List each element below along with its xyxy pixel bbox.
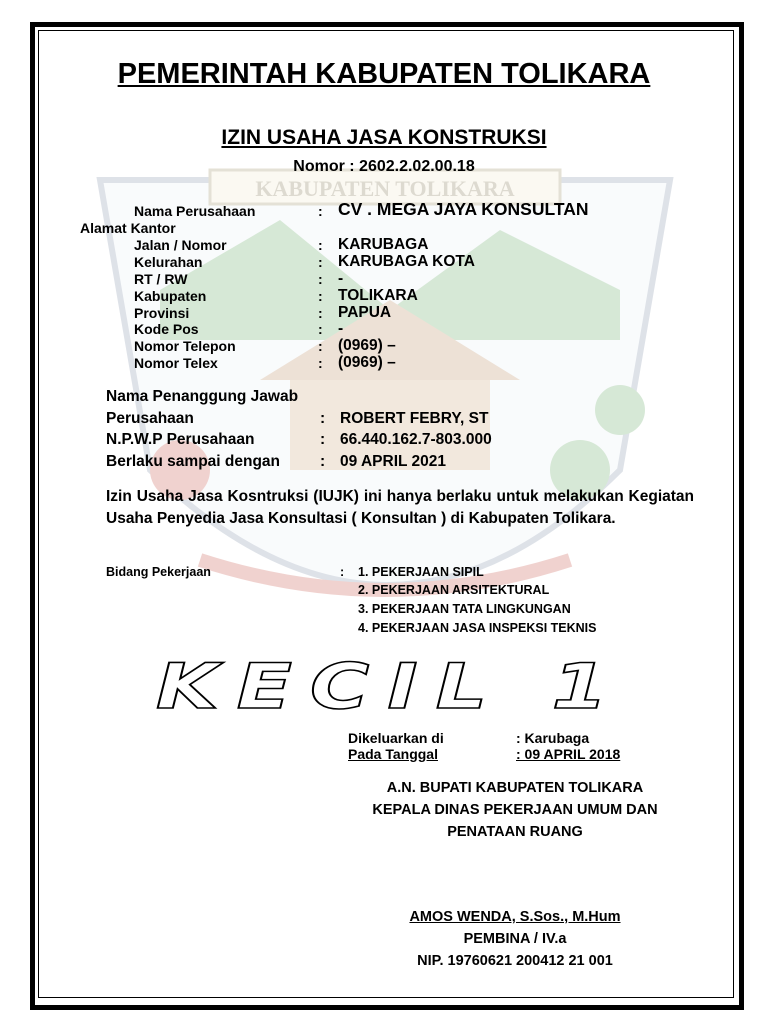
provinsi-value: PAPUA: [338, 304, 392, 321]
colon: :: [320, 431, 326, 448]
tanggal-label: Pada Tanggal: [348, 746, 438, 762]
kelurahan-label: Kelurahan: [134, 254, 203, 270]
colon: :: [318, 237, 323, 253]
rtrw-label: RT / RW: [134, 271, 188, 287]
telex-value: (0969) –: [338, 354, 396, 371]
colon: :: [318, 338, 323, 354]
bidang-item: 1. PEKERJAAN SIPIL: [358, 565, 484, 579]
npwp-label: N.P.W.P Perusahaan: [106, 431, 255, 448]
telepon-value: (0969) –: [338, 337, 396, 354]
npwp-value: 66.440.162.7-803.000: [340, 431, 492, 448]
bidang-item: 4. PEKERJAAN JASA INSPEKSI TEKNIS: [358, 621, 597, 635]
document-subtitle: IZIN USAHA JASA KONSTRUKSI: [221, 126, 547, 149]
colon: :: [318, 254, 323, 270]
dikeluarkan-value: : Karubaga: [516, 730, 590, 746]
nama-perusahaan-value: CV . MEGA JAYA KONSULTAN: [338, 199, 589, 219]
kecil-qualification-mark: [146, 650, 636, 720]
bidang-item: 2. PEKERJAAN ARSITEKTURAL: [358, 583, 550, 597]
colon: :: [318, 321, 323, 337]
tanggal-value: : 09 APRIL 2018: [516, 746, 621, 762]
colon: :: [320, 453, 326, 470]
jalan-value: KARUBAGA: [338, 236, 429, 253]
dikeluarkan-label: Dikeluarkan di: [348, 730, 444, 746]
signatory-nip: NIP. 19760621 200412 21 001: [417, 953, 613, 969]
page-title: PEMERINTAH KABUPATEN TOLIKARA: [117, 58, 651, 90]
perusahaan-label: Perusahaan: [106, 410, 194, 427]
bidang-item: 3. PEKERJAAN TATA LINGKUNGAN: [358, 602, 571, 616]
nama-perusahaan-label: Nama Perusahaan: [134, 203, 256, 219]
signatory-name: AMOS WENDA, S.Sos., M.Hum: [409, 909, 621, 925]
validity-paragraph: Izin Usaha Jasa Kosntruksi (IUJK) ini hanya berlaku untuk melakukan Kegiatan Usaha Penyedia Jasa Konsultasi ( Konsultan ) di Kabupaten Tolikara.: [106, 488, 694, 527]
kelurahan-value: KARUBAGA KOTA: [338, 253, 475, 270]
kabupaten-label: Kabupaten: [134, 288, 207, 304]
watermark-label: KABUPATEN TOLIKARA: [255, 176, 515, 201]
provinsi-label: Provinsi: [134, 305, 190, 321]
signatory-line3: PENATAAN RUANG: [447, 824, 583, 840]
kecil-text: KECIL 1: [156, 650, 626, 720]
bidang-label: Bidang Pekerjaan: [106, 565, 211, 579]
colon: :: [318, 271, 323, 287]
telepon-label: Nomor Telepon: [134, 338, 236, 354]
kodepos-value: -: [338, 320, 344, 337]
perusahaan-value: ROBERT FEBRY, ST: [340, 410, 489, 427]
signatory-rank: PEMBINA / IV.a: [463, 931, 567, 947]
signatory-line2: KEPALA DINAS PEKERJAAN UMUM DAN: [372, 802, 658, 818]
colon: :: [318, 203, 323, 219]
jalan-label: Jalan / Nomor: [134, 237, 227, 253]
alamat-kantor-label: Alamat Kantor: [80, 220, 176, 236]
colon: :: [340, 565, 345, 579]
telex-label: Nomor Telex: [134, 355, 218, 371]
penanggung-jawab-heading: Nama Penanggung Jawab: [106, 388, 299, 405]
rtrw-value: -: [338, 270, 344, 287]
colon: :: [318, 355, 323, 371]
berlaku-label: Berlaku sampai dengan: [106, 453, 281, 470]
kodepos-label: Kode Pos: [134, 321, 199, 337]
signatory-line1: A.N. BUPATI KABUPATEN TOLIKARA: [386, 780, 644, 796]
colon: :: [318, 288, 323, 304]
document-number: [0, 158, 768, 176]
colon: :: [320, 410, 326, 427]
colon: :: [318, 305, 323, 321]
kabupaten-value: TOLIKARA: [338, 287, 418, 304]
berlaku-value: 09 APRIL 2021: [340, 453, 446, 470]
nomor-value: 2602.2.02.00.18: [359, 158, 475, 175]
nomor-label: Nomor :: [293, 158, 355, 175]
